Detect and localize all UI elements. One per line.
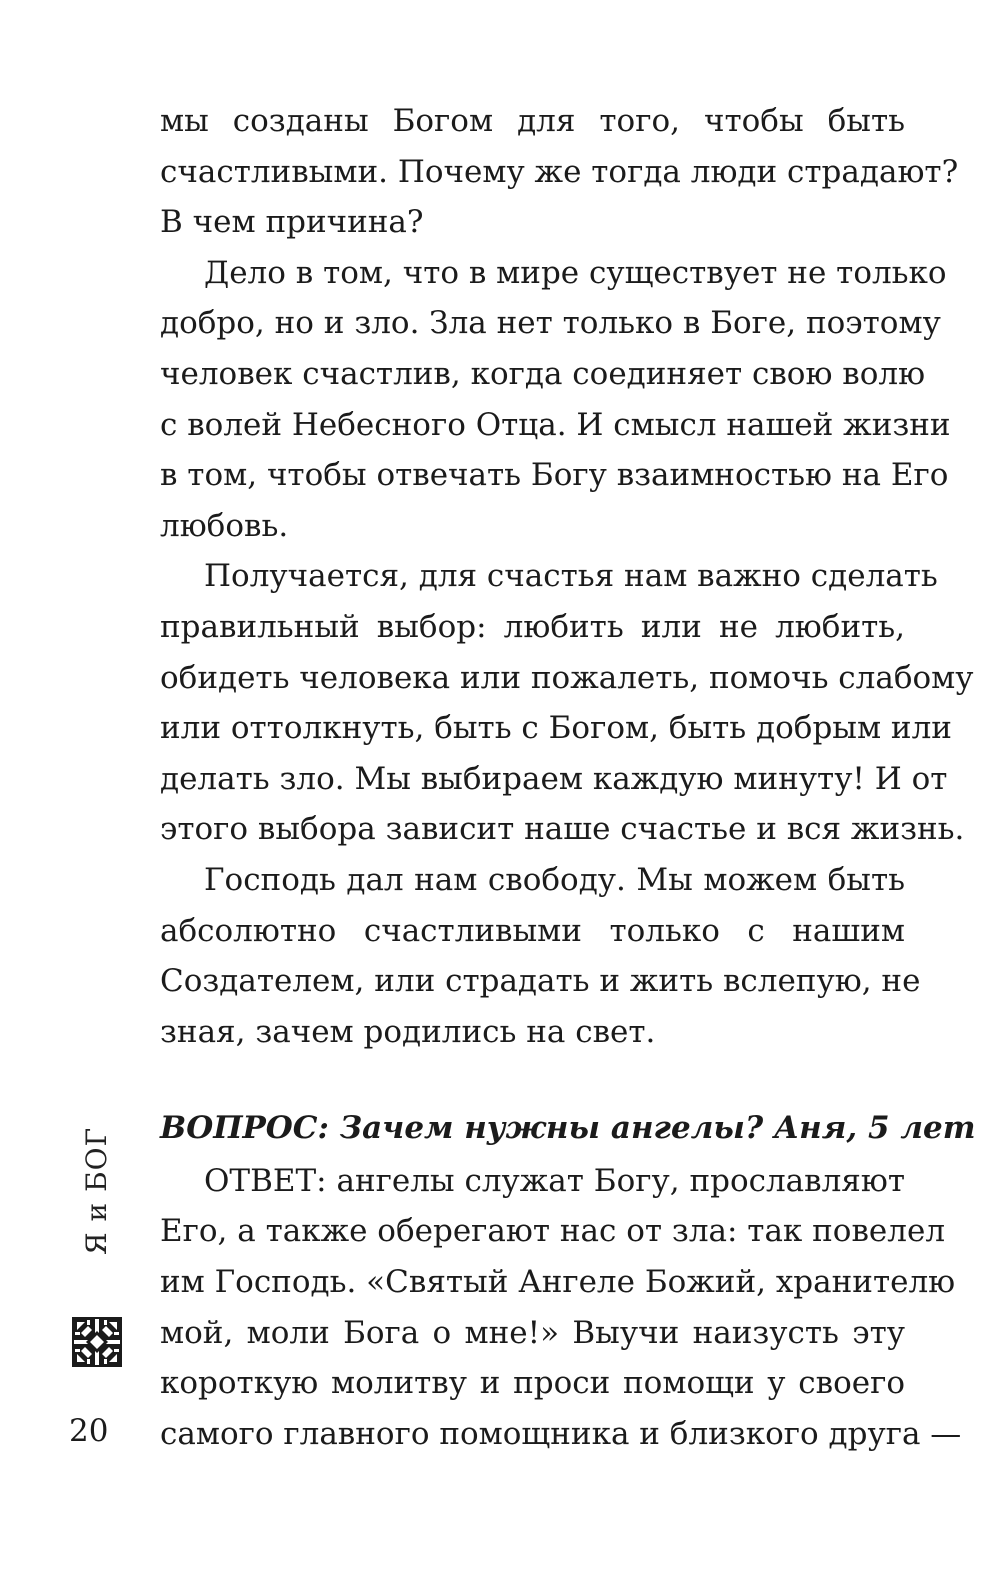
snowflake-ornament-icon [72,1317,122,1367]
text-line: с волей Небесного Отца. И смысл нашей жизни [160,406,951,443]
text-line: Его, а также оберегают нас от зла: так повелел [160,1213,946,1250]
text-line: Господь дал нам свободу. Мы можем быть [204,861,905,898]
text-line: правильный выбор: любить или не любить, [160,608,905,645]
running-title: Я и БОГ [80,1126,113,1255]
paragraph-3 [160,551,974,855]
question-heading: ВОПРОС: Зачем нужны ангелы? Аня, 5 лет [160,1110,976,1147]
text-line: Дело в том, что в мире существует не только [204,254,947,291]
text-line: абсолютно счастливыми только с нашим [160,912,905,949]
text-line: Получается, для счастья нам важно сделать [204,558,938,595]
paragraph-2 [160,248,951,552]
text-line: им Господь. «Святый Ангеле Божий, хранителю [160,1264,956,1301]
text-line: В чем причина? [160,204,424,241]
text-line: Создателем, или страдать и жить вслепую, не [160,963,921,1000]
text-line: человек счастлив, когда соединяет свою волю [160,355,926,392]
text-line: мой, моли Бога о мне!» Выучи наизусть эту [160,1314,905,1351]
text-line: ОТВЕТ: ангелы служат Богу, прославляют [204,1162,905,1199]
text-line: делать зло. Мы выбираем каждую минуту! И от [160,760,948,797]
text-line: короткую молитву и проси помощи у своего [160,1365,905,1402]
paragraph-4 [160,855,921,1057]
paragraph-1 [160,96,959,248]
text-line: счастливыми. Почему же тогда люди страдают? [160,153,959,190]
text-line: или оттолкнуть, быть с Богом, быть добрым или [160,710,952,747]
text-line: в том, чтобы отвечать Богу взаимностью на Его [160,457,949,494]
text-line: этого выбора зависит наше счастье и вся жизнь. [160,811,965,848]
text-line: добро, но и зло. Зла нет только в Боге, поэтому [160,305,941,342]
answer-paragraph [160,1156,962,1460]
text-line: зная, зачем родились на свет. [160,1013,656,1050]
text-line: самого главного помощника и близкого друга — [160,1415,962,1452]
text-column [160,96,976,1459]
text-line: обидеть человека или пожалеть, помочь слабому [160,659,974,696]
page-number: 20 [69,1413,109,1449]
text-line: любовь. [160,507,289,544]
text-line: мы созданы Богом для того, чтобы быть [160,103,905,139]
